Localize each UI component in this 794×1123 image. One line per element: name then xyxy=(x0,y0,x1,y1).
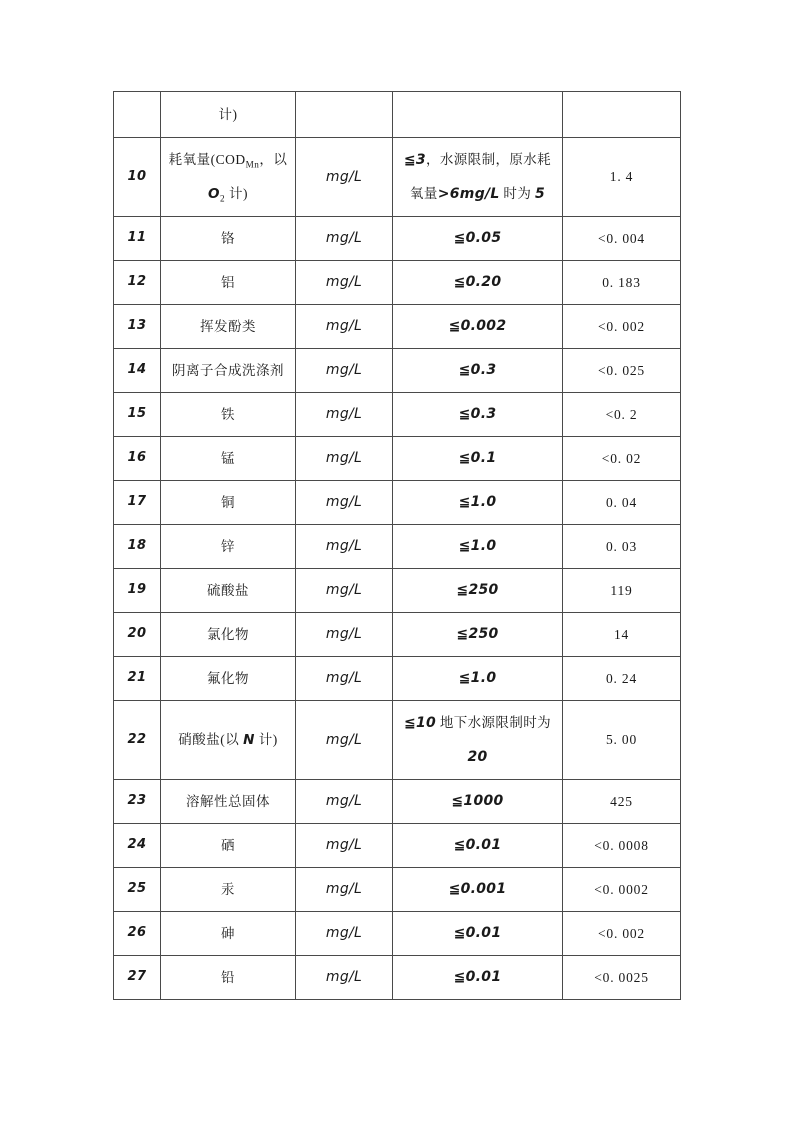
table-row xyxy=(114,824,681,868)
cell-unit: mg/L xyxy=(296,824,393,868)
cell-item: 铁 xyxy=(161,393,296,437)
cell-no: 12 xyxy=(114,261,161,305)
cell-result: <0. 0002 xyxy=(563,868,681,912)
cell-spec: ≦0.01 xyxy=(393,824,563,868)
cell-result: 119 xyxy=(563,569,681,613)
cell-item: 阴离子合成洗涤剂 xyxy=(161,349,296,393)
table-row xyxy=(114,261,681,305)
cell-spec: ≦250 xyxy=(393,569,563,613)
table-row xyxy=(114,613,681,657)
cell-item: 锌 xyxy=(161,525,296,569)
table-row xyxy=(114,569,681,613)
cell-item: 铝 xyxy=(161,261,296,305)
cell-result: <0. 025 xyxy=(563,349,681,393)
cell-spec: ≦0.3 xyxy=(393,349,563,393)
cell-spec: ≦0.1 xyxy=(393,437,563,481)
cell-unit: mg/L xyxy=(296,217,393,261)
cell-item: 耗氧量($COD_{Mn}$，以 $O_2$ 计) xyxy=(161,138,296,217)
cell-spec: ≦0.001 xyxy=(393,868,563,912)
table-row xyxy=(114,525,681,569)
table-row xyxy=(114,701,681,780)
table-row-partial xyxy=(114,92,681,138)
cell-no: 13 xyxy=(114,305,161,349)
cell-item: 铜 xyxy=(161,481,296,525)
cell-spec: ≦0.20 xyxy=(393,261,563,305)
cell-unit: mg/L xyxy=(296,780,393,824)
cell-unit: mg/L xyxy=(296,393,393,437)
cell-spec: ≦0.05 xyxy=(393,217,563,261)
cell-result: <0. 002 xyxy=(563,305,681,349)
cell-unit: mg/L xyxy=(296,261,393,305)
cell-unit: mg/L xyxy=(296,569,393,613)
cell-item: 挥发酚类 xyxy=(161,305,296,349)
table-row xyxy=(114,349,681,393)
cell-item: 氯化物 xyxy=(161,613,296,657)
cell-result: <0. 0025 xyxy=(563,956,681,1000)
cell-unit: mg/L xyxy=(296,868,393,912)
cell-spec: ≦10 地下水源限制时为 20 xyxy=(393,701,563,780)
cell-result: <0. 004 xyxy=(563,217,681,261)
cell-no: 14 xyxy=(114,349,161,393)
cell-no: 23 xyxy=(114,780,161,824)
cell-unit: mg/L xyxy=(296,956,393,1000)
cell-no: 20 xyxy=(114,613,161,657)
cell-unit: mg/L xyxy=(296,701,393,780)
cell-result: 0. 183 xyxy=(563,261,681,305)
cell-unit: mg/L xyxy=(296,657,393,701)
cell-spec: ≦1.0 xyxy=(393,525,563,569)
water-quality-table xyxy=(113,91,681,1000)
cell-item: 氟化物 xyxy=(161,657,296,701)
table-body xyxy=(114,92,681,1000)
table-row xyxy=(114,481,681,525)
cell-no: 11 xyxy=(114,217,161,261)
cell-result: <0. 2 xyxy=(563,393,681,437)
cell-unit: mg/L xyxy=(296,305,393,349)
cell-no: 22 xyxy=(114,701,161,780)
cell-result: 0. 24 xyxy=(563,657,681,701)
table-row xyxy=(114,956,681,1000)
cell-item: 铬 xyxy=(161,217,296,261)
cell-result: <0. 0008 xyxy=(563,824,681,868)
cell-result: <0. 002 xyxy=(563,912,681,956)
cell-no: 16 xyxy=(114,437,161,481)
cell-unit xyxy=(296,92,393,138)
cell-unit: mg/L xyxy=(296,138,393,217)
cell-result: 0. 03 xyxy=(563,525,681,569)
cell-unit: mg/L xyxy=(296,912,393,956)
cell-item: 铅 xyxy=(161,956,296,1000)
cell-item: 硫酸盐 xyxy=(161,569,296,613)
table-row xyxy=(114,780,681,824)
cell-item: 锰 xyxy=(161,437,296,481)
cell-result: 5. 00 xyxy=(563,701,681,780)
cell-no: 25 xyxy=(114,868,161,912)
cell-item: 硒 xyxy=(161,824,296,868)
cell-item: 计) xyxy=(161,92,296,138)
cell-result: 14 xyxy=(563,613,681,657)
table-row xyxy=(114,305,681,349)
cell-item: 硝酸盐(以 N 计) xyxy=(161,701,296,780)
cell-spec: ≦0.3 xyxy=(393,393,563,437)
table-row xyxy=(114,217,681,261)
table-row xyxy=(114,868,681,912)
cell-no: 15 xyxy=(114,393,161,437)
cell-spec: ≦3，水源限制，原水耗 氧量>6mg/L 时为 5 xyxy=(393,138,563,217)
cell-result: 425 xyxy=(563,780,681,824)
table-row xyxy=(114,912,681,956)
cell-no: 27 xyxy=(114,956,161,1000)
cell-no: 24 xyxy=(114,824,161,868)
table-row xyxy=(114,657,681,701)
cell-no: 19 xyxy=(114,569,161,613)
cell-no: 21 xyxy=(114,657,161,701)
water-quality-table-wrap xyxy=(113,91,680,1000)
cell-no: 17 xyxy=(114,481,161,525)
cell-unit: mg/L xyxy=(296,349,393,393)
cell-unit: mg/L xyxy=(296,437,393,481)
table-row xyxy=(114,393,681,437)
cell-item: 砷 xyxy=(161,912,296,956)
cell-spec: ≦1.0 xyxy=(393,481,563,525)
cell-no: 10 xyxy=(114,138,161,217)
cell-spec: ≦1000 xyxy=(393,780,563,824)
cell-spec: ≦0.002 xyxy=(393,305,563,349)
cell-spec: ≦0.01 xyxy=(393,956,563,1000)
cell-spec: ≦0.01 xyxy=(393,912,563,956)
cell-item: 汞 xyxy=(161,868,296,912)
cell-result: 0. 04 xyxy=(563,481,681,525)
cell-no xyxy=(114,92,161,138)
cell-result: 1. 4 xyxy=(563,138,681,217)
cell-no: 18 xyxy=(114,525,161,569)
cell-unit: mg/L xyxy=(296,525,393,569)
cell-result: <0. 02 xyxy=(563,437,681,481)
cell-spec xyxy=(393,92,563,138)
cell-spec: ≦250 xyxy=(393,613,563,657)
cell-unit: mg/L xyxy=(296,613,393,657)
cell-spec: ≦1.0 xyxy=(393,657,563,701)
cell-result xyxy=(563,92,681,138)
cell-item: 溶解性总固体 xyxy=(161,780,296,824)
cell-no: 26 xyxy=(114,912,161,956)
table-row xyxy=(114,138,681,217)
cell-unit: mg/L xyxy=(296,481,393,525)
table-row xyxy=(114,437,681,481)
